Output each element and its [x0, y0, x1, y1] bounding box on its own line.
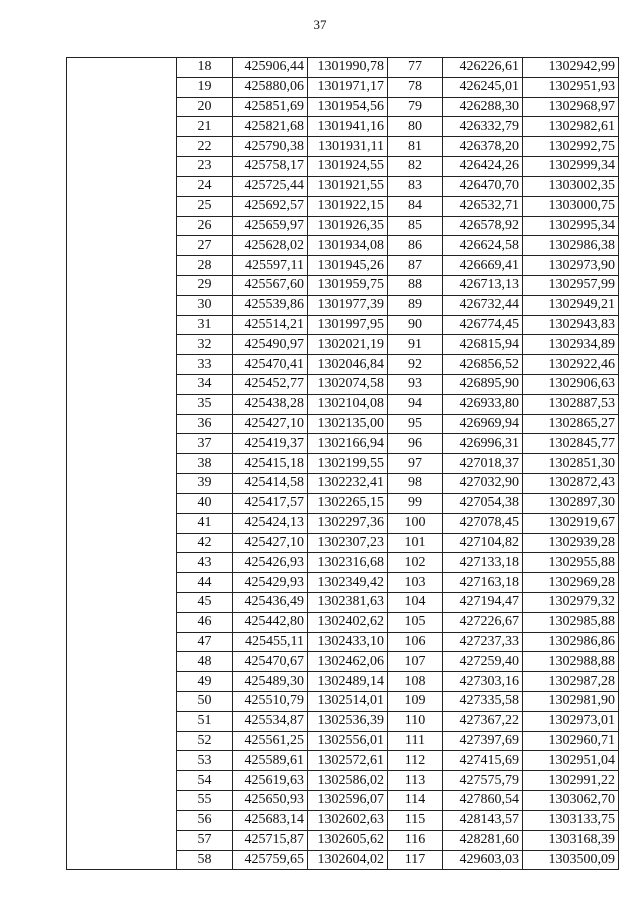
x-coordinate-cell: 425419,37 — [233, 434, 308, 454]
x-coordinate-cell: 425438,28 — [233, 394, 308, 414]
point-number-cell: 90 — [388, 315, 443, 335]
x-coordinate-cell: 425436,49 — [233, 592, 308, 612]
point-number-cell: 107 — [388, 652, 443, 672]
x-coordinate-cell: 425539,86 — [233, 295, 308, 315]
point-number-cell: 112 — [388, 751, 443, 771]
x-coordinate-cell: 427104,82 — [443, 533, 523, 553]
x-coordinate-cell: 425534,87 — [233, 711, 308, 731]
y-coordinate-cell: 1302987,28 — [523, 672, 619, 692]
x-coordinate-cell: 425426,93 — [233, 553, 308, 573]
y-coordinate-cell: 1302955,88 — [523, 553, 619, 573]
point-number-cell: 28 — [177, 256, 233, 276]
x-coordinate-cell: 426245,01 — [443, 77, 523, 97]
point-number-cell: 106 — [388, 632, 443, 652]
y-coordinate-cell: 1303002,35 — [523, 176, 619, 196]
x-coordinate-cell: 427415,69 — [443, 751, 523, 771]
point-number-cell: 22 — [177, 137, 233, 157]
y-coordinate-cell: 1302489,14 — [308, 672, 388, 692]
point-number-cell: 92 — [388, 355, 443, 375]
point-number-cell: 94 — [388, 394, 443, 414]
y-coordinate-cell: 1302973,01 — [523, 711, 619, 731]
y-coordinate-cell: 1302402,62 — [308, 612, 388, 632]
y-coordinate-cell: 1302166,94 — [308, 434, 388, 454]
point-number-cell: 49 — [177, 672, 233, 692]
point-number-cell: 95 — [388, 414, 443, 434]
y-coordinate-cell: 1302604,02 — [308, 850, 388, 870]
point-number-cell: 81 — [388, 137, 443, 157]
x-coordinate-cell: 425597,11 — [233, 256, 308, 276]
point-number-cell: 58 — [177, 850, 233, 870]
y-coordinate-cell: 1301926,35 — [308, 216, 388, 236]
x-coordinate-cell: 427335,58 — [443, 692, 523, 712]
point-number-cell: 77 — [388, 58, 443, 78]
x-coordinate-cell: 425427,10 — [233, 533, 308, 553]
point-number-cell: 117 — [388, 850, 443, 870]
x-coordinate-cell: 425589,61 — [233, 751, 308, 771]
point-number-cell: 33 — [177, 355, 233, 375]
point-number-cell: 93 — [388, 375, 443, 395]
point-number-cell: 83 — [388, 176, 443, 196]
x-coordinate-cell: 427054,38 — [443, 493, 523, 513]
y-coordinate-cell: 1302986,38 — [523, 236, 619, 256]
point-number-cell: 82 — [388, 157, 443, 177]
y-coordinate-cell: 1303062,70 — [523, 791, 619, 811]
x-coordinate-cell: 426815,94 — [443, 335, 523, 355]
y-coordinate-cell: 1302316,68 — [308, 553, 388, 573]
y-coordinate-cell: 1303500,09 — [523, 850, 619, 870]
point-number-cell: 99 — [388, 493, 443, 513]
point-number-cell: 55 — [177, 791, 233, 811]
y-coordinate-cell: 1302046,84 — [308, 355, 388, 375]
y-coordinate-cell: 1302872,43 — [523, 474, 619, 494]
y-coordinate-cell: 1302995,34 — [523, 216, 619, 236]
y-coordinate-cell: 1302919,67 — [523, 513, 619, 533]
y-coordinate-cell: 1303000,75 — [523, 196, 619, 216]
x-coordinate-cell: 425514,21 — [233, 315, 308, 335]
point-number-cell: 43 — [177, 553, 233, 573]
point-number-cell: 20 — [177, 97, 233, 117]
y-coordinate-cell: 1302979,32 — [523, 592, 619, 612]
y-coordinate-cell: 1302021,19 — [308, 335, 388, 355]
x-coordinate-cell: 425659,97 — [233, 216, 308, 236]
x-coordinate-cell: 425442,80 — [233, 612, 308, 632]
x-coordinate-cell: 425414,58 — [233, 474, 308, 494]
x-coordinate-cell: 427133,18 — [443, 553, 523, 573]
y-coordinate-cell: 1302906,63 — [523, 375, 619, 395]
x-coordinate-cell: 425725,44 — [233, 176, 308, 196]
y-coordinate-cell: 1302232,41 — [308, 474, 388, 494]
y-coordinate-cell: 1302199,55 — [308, 454, 388, 474]
y-coordinate-cell: 1301922,15 — [308, 196, 388, 216]
y-coordinate-cell: 1302602,63 — [308, 810, 388, 830]
y-coordinate-cell: 1301990,78 — [308, 58, 388, 78]
y-coordinate-cell: 1301954,56 — [308, 97, 388, 117]
left-empty-cell — [67, 58, 177, 870]
x-coordinate-cell: 426969,94 — [443, 414, 523, 434]
y-coordinate-cell: 1302536,39 — [308, 711, 388, 731]
y-coordinate-cell: 1301921,55 — [308, 176, 388, 196]
x-coordinate-cell: 426624,58 — [443, 236, 523, 256]
x-coordinate-cell: 427367,22 — [443, 711, 523, 731]
y-coordinate-cell: 1301941,16 — [308, 117, 388, 137]
point-number-cell: 41 — [177, 513, 233, 533]
y-coordinate-cell: 1302514,01 — [308, 692, 388, 712]
point-number-cell: 36 — [177, 414, 233, 434]
point-number-cell: 80 — [388, 117, 443, 137]
point-number-cell: 56 — [177, 810, 233, 830]
x-coordinate-cell: 427259,40 — [443, 652, 523, 672]
x-coordinate-cell: 429603,03 — [443, 850, 523, 870]
y-coordinate-cell: 1302572,61 — [308, 751, 388, 771]
point-number-cell: 84 — [388, 196, 443, 216]
y-coordinate-cell: 1302939,28 — [523, 533, 619, 553]
page-number: 37 — [313, 17, 327, 32]
y-coordinate-cell: 1302297,36 — [308, 513, 388, 533]
y-coordinate-cell: 1302991,22 — [523, 771, 619, 791]
x-coordinate-cell: 425429,93 — [233, 573, 308, 593]
x-coordinate-cell: 426856,52 — [443, 355, 523, 375]
x-coordinate-cell: 425628,02 — [233, 236, 308, 256]
y-coordinate-cell: 1302960,71 — [523, 731, 619, 751]
y-coordinate-cell: 1302982,61 — [523, 117, 619, 137]
x-coordinate-cell: 425470,41 — [233, 355, 308, 375]
coordinates-table — [66, 57, 619, 870]
y-coordinate-cell: 1302951,04 — [523, 751, 619, 771]
point-number-cell: 50 — [177, 692, 233, 712]
y-coordinate-cell: 1301945,26 — [308, 256, 388, 276]
y-coordinate-cell: 1302586,02 — [308, 771, 388, 791]
point-number-cell: 27 — [177, 236, 233, 256]
y-coordinate-cell: 1302433,10 — [308, 632, 388, 652]
y-coordinate-cell: 1302307,23 — [308, 533, 388, 553]
x-coordinate-cell: 425715,87 — [233, 830, 308, 850]
x-coordinate-cell: 425692,57 — [233, 196, 308, 216]
point-number-cell: 96 — [388, 434, 443, 454]
y-coordinate-cell: 1301977,39 — [308, 295, 388, 315]
point-number-cell: 21 — [177, 117, 233, 137]
y-coordinate-cell: 1302845,77 — [523, 434, 619, 454]
x-coordinate-cell: 426578,92 — [443, 216, 523, 236]
x-coordinate-cell: 428143,57 — [443, 810, 523, 830]
x-coordinate-cell: 425561,25 — [233, 731, 308, 751]
x-coordinate-cell: 425470,67 — [233, 652, 308, 672]
x-coordinate-cell: 426470,70 — [443, 176, 523, 196]
y-coordinate-cell: 1302999,34 — [523, 157, 619, 177]
point-number-cell: 31 — [177, 315, 233, 335]
x-coordinate-cell: 427237,33 — [443, 632, 523, 652]
point-number-cell: 100 — [388, 513, 443, 533]
point-number-cell: 29 — [177, 275, 233, 295]
point-number-cell: 115 — [388, 810, 443, 830]
point-number-cell: 37 — [177, 434, 233, 454]
x-coordinate-cell: 426713,13 — [443, 275, 523, 295]
y-coordinate-cell: 1301971,17 — [308, 77, 388, 97]
point-number-cell: 53 — [177, 751, 233, 771]
x-coordinate-cell: 426332,79 — [443, 117, 523, 137]
y-coordinate-cell: 1301934,08 — [308, 236, 388, 256]
point-number-cell: 103 — [388, 573, 443, 593]
y-coordinate-cell: 1302887,53 — [523, 394, 619, 414]
x-coordinate-cell: 426669,41 — [443, 256, 523, 276]
y-coordinate-cell: 1302074,58 — [308, 375, 388, 395]
x-coordinate-cell: 425489,30 — [233, 672, 308, 692]
x-coordinate-cell: 425452,77 — [233, 375, 308, 395]
x-coordinate-cell: 427303,16 — [443, 672, 523, 692]
point-number-cell: 25 — [177, 196, 233, 216]
point-number-cell: 89 — [388, 295, 443, 315]
y-coordinate-cell: 1302942,99 — [523, 58, 619, 78]
y-coordinate-cell: 1302596,07 — [308, 791, 388, 811]
point-number-cell: 116 — [388, 830, 443, 850]
point-number-cell: 34 — [177, 375, 233, 395]
y-coordinate-cell: 1302992,75 — [523, 137, 619, 157]
x-coordinate-cell: 426895,90 — [443, 375, 523, 395]
x-coordinate-cell: 425650,93 — [233, 791, 308, 811]
y-coordinate-cell: 1302851,30 — [523, 454, 619, 474]
point-number-cell: 88 — [388, 275, 443, 295]
point-number-cell: 40 — [177, 493, 233, 513]
x-coordinate-cell: 426774,45 — [443, 315, 523, 335]
y-coordinate-cell: 1303168,39 — [523, 830, 619, 850]
point-number-cell: 26 — [177, 216, 233, 236]
point-number-cell: 23 — [177, 157, 233, 177]
y-coordinate-cell: 1303133,75 — [523, 810, 619, 830]
x-coordinate-cell: 426226,61 — [443, 58, 523, 78]
y-coordinate-cell: 1302865,27 — [523, 414, 619, 434]
y-coordinate-cell: 1302969,28 — [523, 573, 619, 593]
x-coordinate-cell: 425510,79 — [233, 692, 308, 712]
point-number-cell: 113 — [388, 771, 443, 791]
x-coordinate-cell: 425417,57 — [233, 493, 308, 513]
x-coordinate-cell: 425619,63 — [233, 771, 308, 791]
point-number-cell: 42 — [177, 533, 233, 553]
y-coordinate-cell: 1302934,89 — [523, 335, 619, 355]
y-coordinate-cell: 1302897,30 — [523, 493, 619, 513]
point-number-cell: 104 — [388, 592, 443, 612]
point-number-cell: 51 — [177, 711, 233, 731]
x-coordinate-cell: 427078,45 — [443, 513, 523, 533]
point-number-cell: 110 — [388, 711, 443, 731]
x-coordinate-cell: 425567,60 — [233, 275, 308, 295]
x-coordinate-cell: 425851,69 — [233, 97, 308, 117]
point-number-cell: 111 — [388, 731, 443, 751]
point-number-cell: 78 — [388, 77, 443, 97]
y-coordinate-cell: 1302973,90 — [523, 256, 619, 276]
y-coordinate-cell: 1302605,62 — [308, 830, 388, 850]
point-number-cell: 85 — [388, 216, 443, 236]
point-number-cell: 54 — [177, 771, 233, 791]
point-number-cell: 108 — [388, 672, 443, 692]
point-number-cell: 79 — [388, 97, 443, 117]
x-coordinate-cell: 425758,17 — [233, 157, 308, 177]
x-coordinate-cell: 426732,44 — [443, 295, 523, 315]
point-number-cell: 98 — [388, 474, 443, 494]
point-number-cell: 109 — [388, 692, 443, 712]
y-coordinate-cell: 1301997,95 — [308, 315, 388, 335]
point-number-cell: 101 — [388, 533, 443, 553]
x-coordinate-cell: 427226,67 — [443, 612, 523, 632]
x-coordinate-cell: 427194,47 — [443, 592, 523, 612]
x-coordinate-cell: 426378,20 — [443, 137, 523, 157]
y-coordinate-cell: 1302922,46 — [523, 355, 619, 375]
point-number-cell: 32 — [177, 335, 233, 355]
y-coordinate-cell: 1302104,08 — [308, 394, 388, 414]
y-coordinate-cell: 1302951,93 — [523, 77, 619, 97]
x-coordinate-cell: 425821,68 — [233, 117, 308, 137]
point-number-cell: 39 — [177, 474, 233, 494]
point-number-cell: 24 — [177, 176, 233, 196]
x-coordinate-cell: 425427,10 — [233, 414, 308, 434]
point-number-cell: 86 — [388, 236, 443, 256]
point-number-cell: 91 — [388, 335, 443, 355]
point-number-cell: 45 — [177, 592, 233, 612]
y-coordinate-cell: 1301931,11 — [308, 137, 388, 157]
x-coordinate-cell: 428281,60 — [443, 830, 523, 850]
point-number-cell: 57 — [177, 830, 233, 850]
y-coordinate-cell: 1302349,42 — [308, 573, 388, 593]
point-number-cell: 46 — [177, 612, 233, 632]
x-coordinate-cell: 425490,97 — [233, 335, 308, 355]
point-number-cell: 48 — [177, 652, 233, 672]
point-number-cell: 38 — [177, 454, 233, 474]
y-coordinate-cell: 1302981,90 — [523, 692, 619, 712]
y-coordinate-cell: 1302957,99 — [523, 275, 619, 295]
y-coordinate-cell: 1302988,88 — [523, 652, 619, 672]
x-coordinate-cell: 425424,13 — [233, 513, 308, 533]
x-coordinate-cell: 425683,14 — [233, 810, 308, 830]
x-coordinate-cell: 427163,18 — [443, 573, 523, 593]
point-number-cell: 44 — [177, 573, 233, 593]
y-coordinate-cell: 1302985,88 — [523, 612, 619, 632]
point-number-cell: 47 — [177, 632, 233, 652]
x-coordinate-cell: 427575,79 — [443, 771, 523, 791]
y-coordinate-cell: 1302943,83 — [523, 315, 619, 335]
x-coordinate-cell: 425880,06 — [233, 77, 308, 97]
x-coordinate-cell: 425906,44 — [233, 58, 308, 78]
x-coordinate-cell: 427397,69 — [443, 731, 523, 751]
point-number-cell: 30 — [177, 295, 233, 315]
x-coordinate-cell: 425759,65 — [233, 850, 308, 870]
x-coordinate-cell: 427032,90 — [443, 474, 523, 494]
x-coordinate-cell: 425415,18 — [233, 454, 308, 474]
x-coordinate-cell: 425790,38 — [233, 137, 308, 157]
y-coordinate-cell: 1302556,01 — [308, 731, 388, 751]
point-number-cell: 97 — [388, 454, 443, 474]
point-number-cell: 35 — [177, 394, 233, 414]
y-coordinate-cell: 1301959,75 — [308, 275, 388, 295]
x-coordinate-cell: 426996,31 — [443, 434, 523, 454]
y-coordinate-cell: 1302135,00 — [308, 414, 388, 434]
y-coordinate-cell: 1302265,15 — [308, 493, 388, 513]
point-number-cell: 114 — [388, 791, 443, 811]
point-number-cell: 19 — [177, 77, 233, 97]
point-number-cell: 87 — [388, 256, 443, 276]
point-number-cell: 102 — [388, 553, 443, 573]
y-coordinate-cell: 1302986,86 — [523, 632, 619, 652]
table-row — [67, 58, 619, 78]
y-coordinate-cell: 1301924,55 — [308, 157, 388, 177]
x-coordinate-cell: 426288,30 — [443, 97, 523, 117]
point-number-cell: 105 — [388, 612, 443, 632]
x-coordinate-cell: 425455,11 — [233, 632, 308, 652]
x-coordinate-cell: 427018,37 — [443, 454, 523, 474]
y-coordinate-cell: 1302381,63 — [308, 592, 388, 612]
x-coordinate-cell: 426424,26 — [443, 157, 523, 177]
y-coordinate-cell: 1302949,21 — [523, 295, 619, 315]
y-coordinate-cell: 1302968,97 — [523, 97, 619, 117]
x-coordinate-cell: 427860,54 — [443, 791, 523, 811]
y-coordinate-cell: 1302462,06 — [308, 652, 388, 672]
x-coordinate-cell: 426532,71 — [443, 196, 523, 216]
x-coordinate-cell: 426933,80 — [443, 394, 523, 414]
point-number-cell: 18 — [177, 58, 233, 78]
point-number-cell: 52 — [177, 731, 233, 751]
